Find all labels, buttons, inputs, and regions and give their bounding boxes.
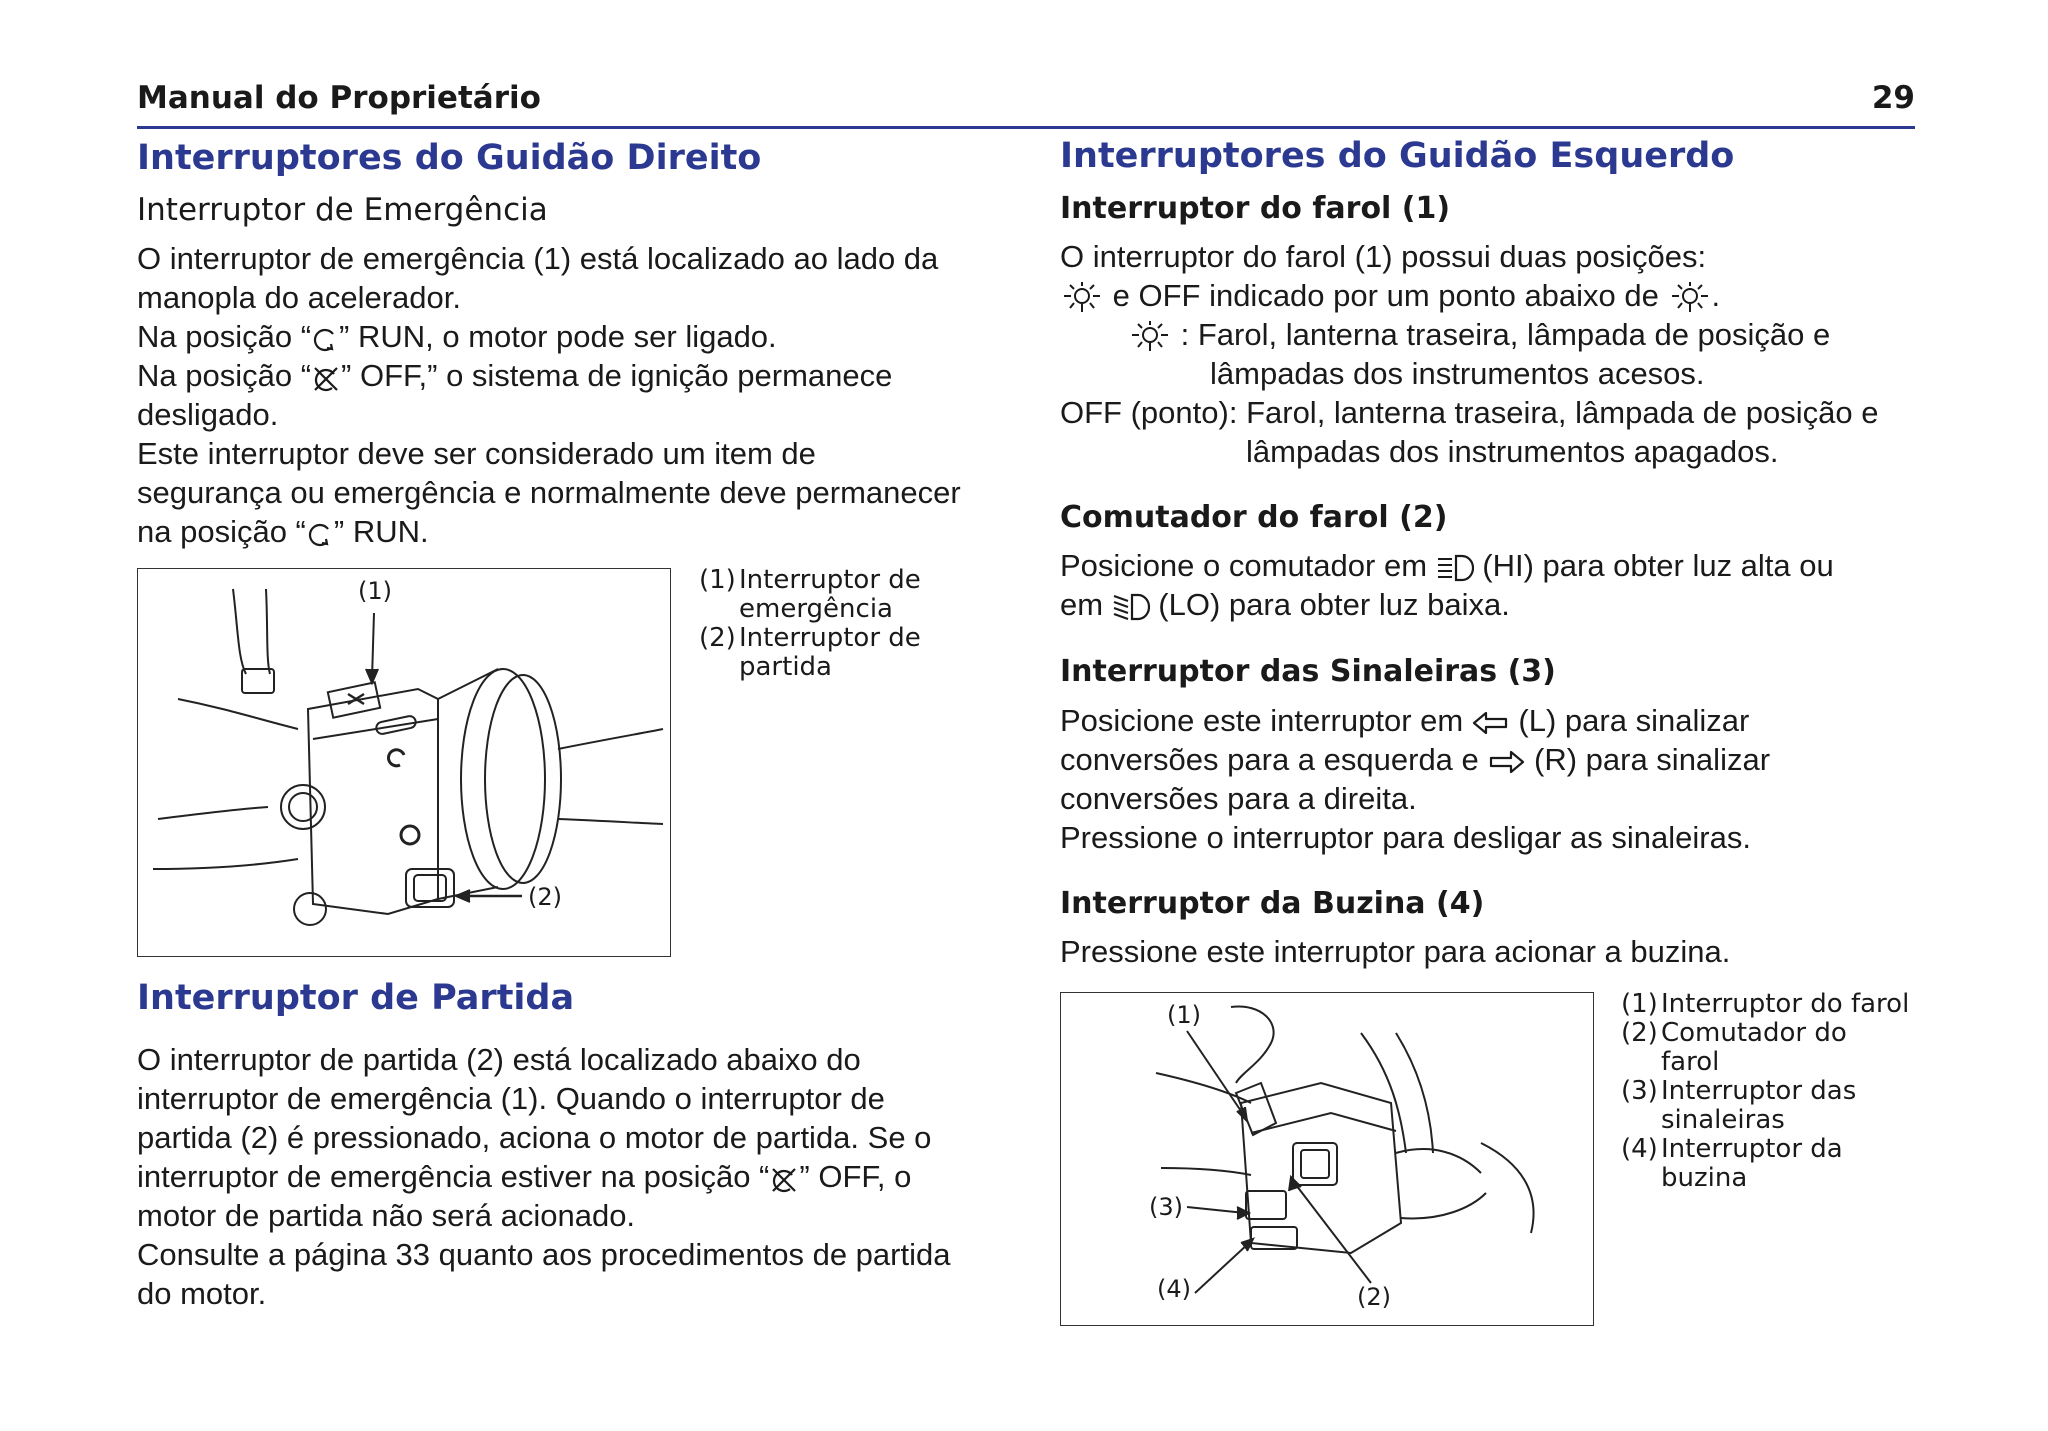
figure-label-1: (1) <box>358 577 392 605</box>
subtitle-emergency-switch: Interruptor de Emergência <box>137 192 548 228</box>
page-number: 29 <box>1871 80 1915 116</box>
text-line: Na posição “ ” RUN, o motor pode ser ligado. <box>137 319 777 354</box>
section-title-left-handlebar: Interruptores do Guidão Esquerdo <box>1060 136 1735 176</box>
caption-item: (2) Interruptor de partida <box>699 623 921 682</box>
emergency-switch-text <box>137 239 961 551</box>
figure-label-2: (2) <box>528 883 562 911</box>
text-line: interruptor de emergência (1). Quando o interruptor de <box>137 1081 885 1116</box>
text-line: segurança ou emergência e normalmente deve permanecer <box>137 475 961 510</box>
text-line: e OFF indicado por um ponto abaixo de . <box>1060 276 1878 315</box>
text-line: Pressione este interruptor para acionar a buzina. <box>1060 934 1731 969</box>
left-handlebar-figure <box>1060 992 1594 1326</box>
section-title-start-switch: Interruptor de Partida <box>137 978 575 1018</box>
horn-switch-text <box>1060 932 1730 971</box>
figure-label-3: (3) <box>1149 1193 1183 1221</box>
run-icon <box>311 324 339 354</box>
headlight-icon <box>1060 281 1104 315</box>
figure-label-2: (2) <box>1357 1283 1391 1311</box>
text-line: Posicione o comutador em (HI) para obter luz alta ou <box>1060 548 1834 583</box>
run-icon <box>306 519 334 549</box>
heading-horn-switch: Interruptor da Buzina (4) <box>1060 886 1485 921</box>
turn-signal-switch-text <box>1060 701 1770 857</box>
start-switch-text <box>137 1040 950 1313</box>
headlight-icon <box>1128 320 1172 354</box>
heading-turn-signal-switch: Interruptor das Sinaleiras (3) <box>1060 654 1556 689</box>
text-line: O interruptor de emergência (1) está localizado ao lado da <box>137 241 939 276</box>
right-figure-captions <box>699 566 921 682</box>
text-line: OFF (ponto): Farol, lanterna traseira, lâmpada de posição e <box>1060 395 1879 430</box>
text-line: desligado. <box>137 397 279 432</box>
text-line: Pressione o interruptor para desligar as sinaleiras. <box>1060 820 1751 855</box>
left-figure-captions <box>1621 990 1909 1193</box>
text-line: Consulte a página 33 quanto aos procedimentos de partida <box>137 1237 951 1272</box>
heading-dimmer-switch: Comutador do farol (2) <box>1060 500 1448 535</box>
figure-label-1: (1) <box>1167 1001 1201 1029</box>
text-line: O interruptor de partida (2) está localizado abaixo do <box>137 1042 861 1077</box>
text-line: lâmpadas dos instrumentos apagados. <box>1246 434 1779 469</box>
text-line: em (LO) para obter luz baixa. <box>1060 587 1510 622</box>
section-title-right-handlebar: Interruptores do Guidão Direito <box>137 138 762 178</box>
figure-label-4: (4) <box>1157 1275 1191 1303</box>
text-line: interruptor de emergência estiver na posição “ ” OFF, o <box>137 1159 912 1194</box>
caption-item: (1) Interruptor de emergência <box>699 565 921 624</box>
right-handlebar-illustration <box>138 569 670 956</box>
text-line: do motor. <box>137 1276 267 1311</box>
text-line: conversões para a esquerda e (R) para sinalizar <box>1060 742 1771 777</box>
text-line: manopla do acelerador. <box>137 280 462 315</box>
right-handlebar-figure <box>137 568 671 957</box>
text-line: Na posição “ ” OFF,” o sistema de ignição permanece <box>137 358 893 393</box>
headlight-switch-text <box>1060 237 1878 471</box>
text-line: conversões para a direita. <box>1060 781 1417 816</box>
left-handlebar-illustration <box>1061 993 1593 1325</box>
text-line: motor de partida não será acionado. <box>137 1198 636 1233</box>
caption-item: (3) Interruptor das sinaleiras <box>1621 1076 1857 1135</box>
off-icon <box>311 363 341 393</box>
text-line: O interruptor do farol (1) possui duas posições: <box>1060 239 1707 274</box>
text-line: na posição “ ” RUN. <box>137 514 429 549</box>
text-line: partida (2) é pressionado, aciona o motor de partida. Se o <box>137 1120 932 1155</box>
heading-headlight-switch: Interruptor do farol (1) <box>1060 191 1451 226</box>
text-line: lâmpadas dos instrumentos acesos. <box>1210 356 1705 391</box>
manual-title: Manual do Proprietário <box>137 80 541 116</box>
text-line: Este interruptor deve ser considerado um item de <box>137 436 816 471</box>
high-beam-icon <box>1436 553 1474 583</box>
off-icon <box>769 1164 799 1194</box>
arrow-left-icon <box>1472 709 1510 737</box>
headlight-icon <box>1668 281 1712 315</box>
text-line: Posicione este interruptor em (L) para sinalizar <box>1060 703 1750 738</box>
caption-item: (4) Interruptor da buzina <box>1621 1134 1843 1193</box>
caption-item: (2) Comutador do farol <box>1621 1018 1847 1077</box>
caption-item: (1) Interruptor do farol <box>1621 989 1910 1019</box>
dimmer-switch-text <box>1060 546 1834 624</box>
page-header <box>137 80 1915 129</box>
arrow-right-icon <box>1487 748 1525 776</box>
text-line: : Farol, lanterna traseira, lâmpada de posição e <box>1060 315 1878 354</box>
low-beam-icon <box>1112 592 1150 622</box>
